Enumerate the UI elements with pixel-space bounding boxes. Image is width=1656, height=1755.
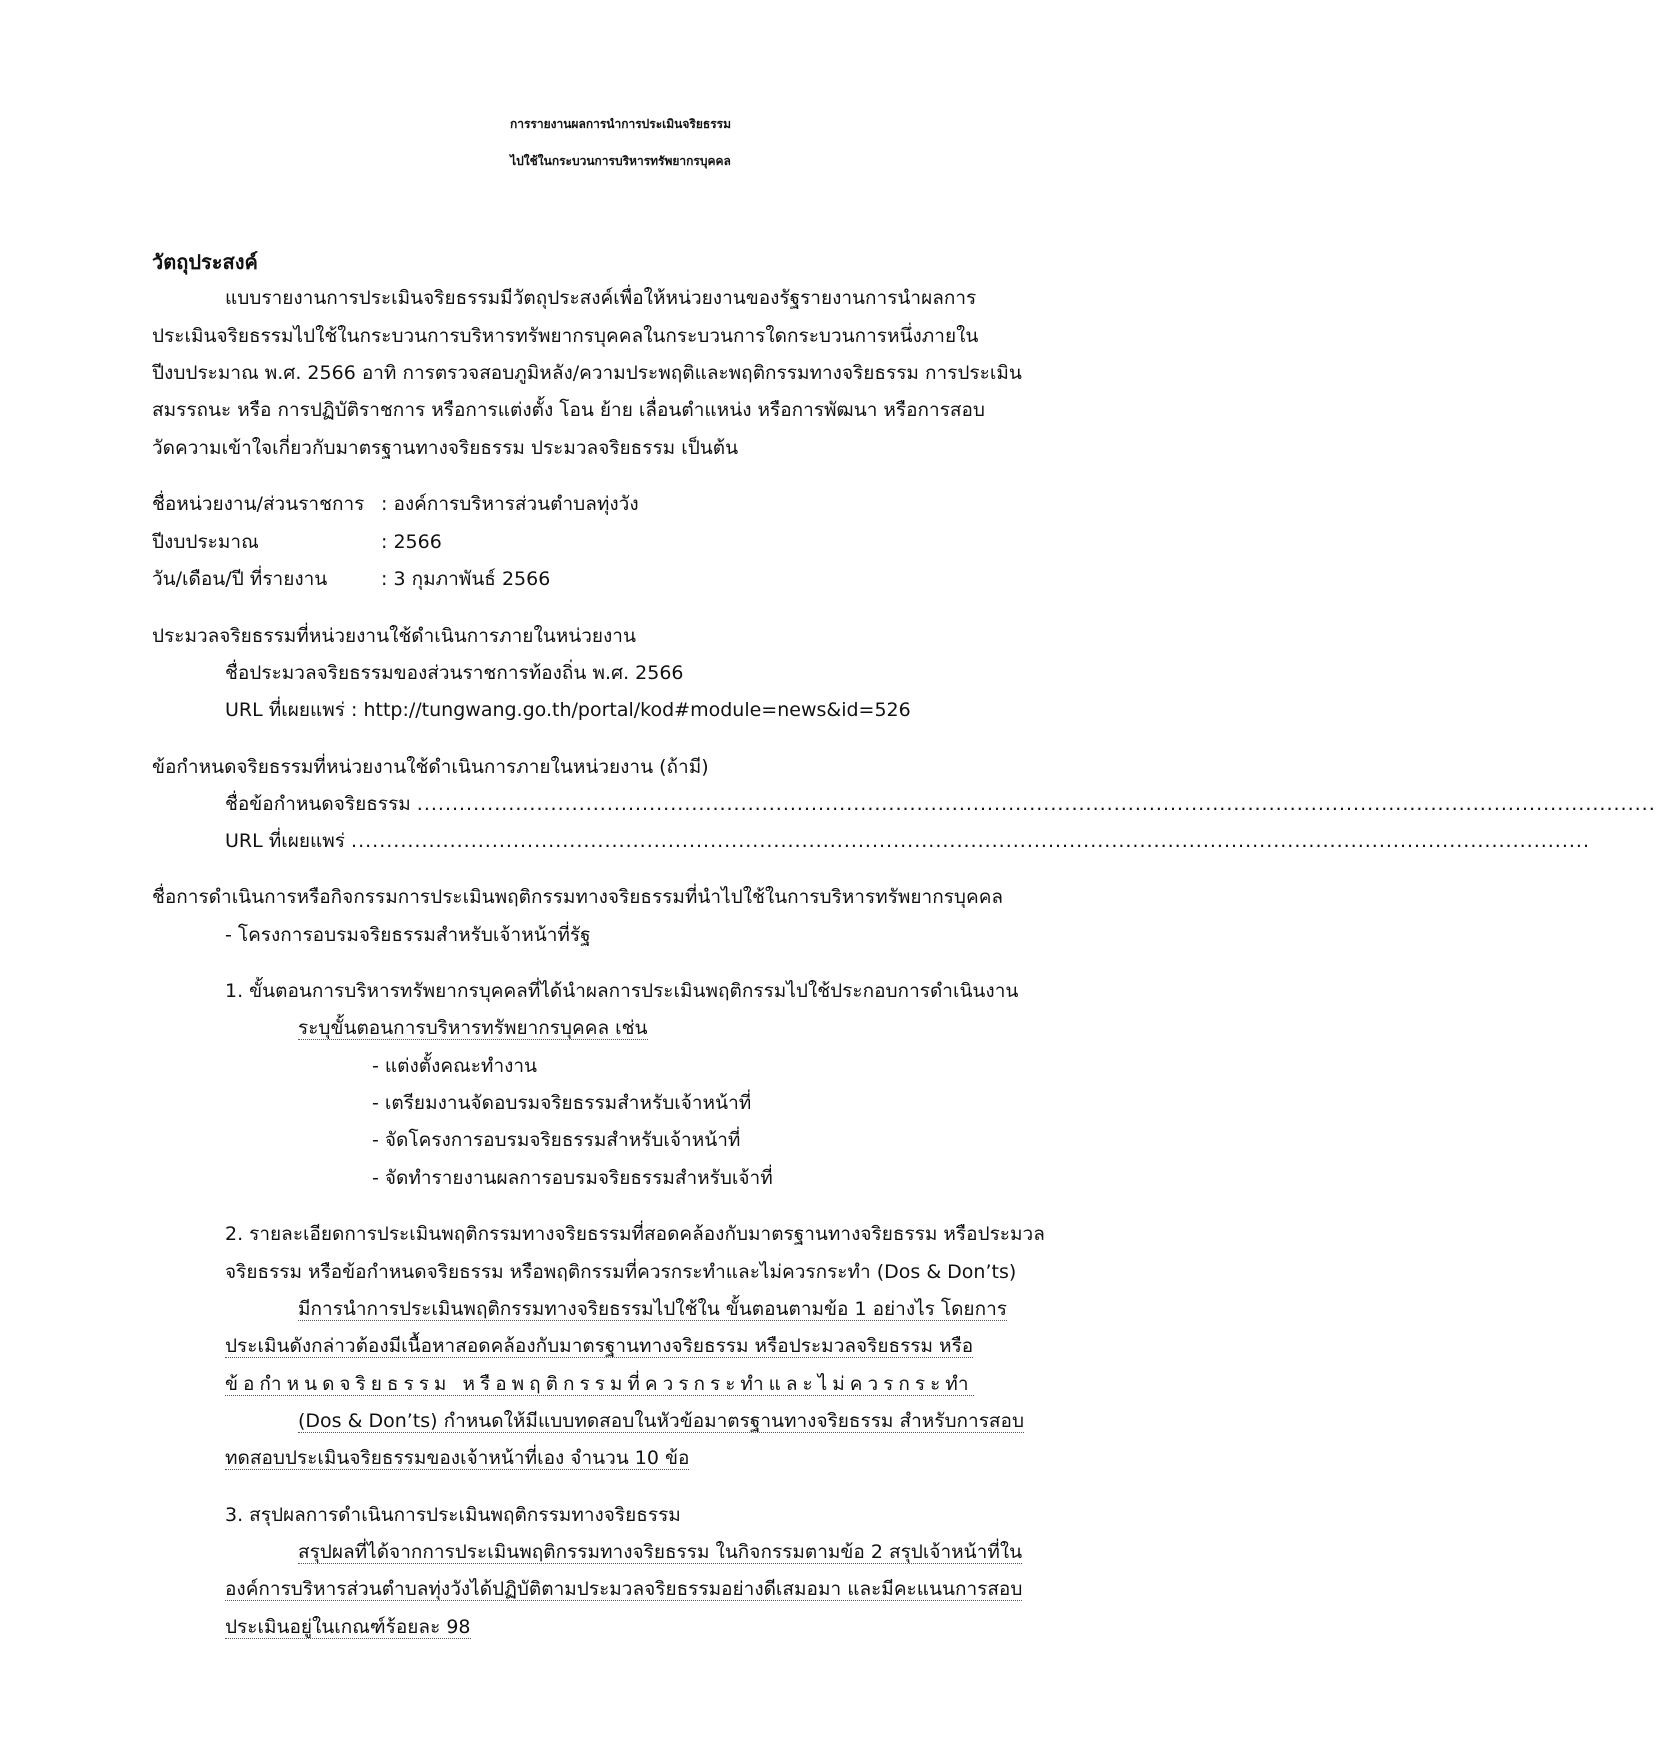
section2-body-1	[298, 1298, 1007, 1321]
rules-url-dots: ................................................................................................................................................................................	[351, 830, 1591, 852]
objective-line-3: ปีงบประมาณ พ.ศ. 2566 อาทิ การตรวจสอบภูมิหลัง/ความประพฤติและพฤติกรรมทางจริยธรรม การประเมิน	[152, 362, 1022, 384]
section2-heading-2: จริยธรรม หรือข้อกำหนดจริยธรรม หรือพฤติกรรมที่ควรกระทำและไม่ควรกระทำ (Dos & Don’ts)	[225, 1261, 1017, 1283]
section3-body-2-text: องค์การบริหารส่วนตำบลทุ่งวังได้ปฏิบัติตามประมวลจริยธรรมอย่างดีเสมอมา และมีคะแนนการสอบ	[225, 1578, 1023, 1600]
rules-heading: ข้อกำหนดจริยธรรมที่หน่วยงานใช้ดำเนินการภายในหน่วยงาน (ถ้ามี)	[152, 756, 709, 778]
section2-body-2-text: ประเมินดังกล่าวต้องมีเนื้อหาสอดคล้องกับมาตรฐานทางจริยธรรม หรือประมวลจริยธรรม หรือ	[225, 1335, 974, 1357]
section1-heading: 1. ขั้นตอนการบริหารทรัพยากรบุคคลที่ได้นำผลการประเมินพฤติกรรมไปใช้ประกอบการดำเนินงาน	[225, 980, 1019, 1002]
section2-heading-1: 2. รายละเอียดการประเมินพฤติกรรมทางจริยธรรมที่สอดคล้องกับมาตรฐานทางจริยธรรม หรือประมวล	[225, 1223, 1045, 1245]
section1-sub-text: ระบุขั้นตอนการบริหารทรัพยากรบุคคล เช่น	[298, 1017, 648, 1039]
section3-heading: 3. สรุปผลการดำเนินการประเมินพฤติกรรมทางจริยธรรม	[225, 1504, 681, 1526]
date-value: : 3 กุมภาพันธ์ 2566	[381, 568, 551, 590]
objective-line-4: สมรรถนะ หรือ การปฏิบัติราชการ หรือการแต่งตั้ง โอน ย้าย เลื่อนตำแหน่ง หรือการพัฒนา หรือการสอบ	[152, 399, 985, 421]
section2-body-5-text: ทดสอบประเมินจริยธรรมของเจ้าหน้าที่เอง จำนวน 10 ข้อ	[225, 1447, 690, 1469]
section2-body-2	[225, 1335, 973, 1358]
section2-body-4	[298, 1410, 1024, 1433]
section2-body-5	[225, 1447, 689, 1470]
section3-body-3	[225, 1616, 471, 1639]
objective-line-1: แบบรายงานการประเมินจริยธรรมมีวัตถุประสงค์เพื่อให้หน่วยงานของรัฐรายงานการนำผลการ	[225, 287, 977, 309]
code-name: ชื่อประมวลจริยธรรมของส่วนราชการท้องถิ่น พ.ศ. 2566	[225, 662, 684, 684]
objective-line-5: วัดความเข้าใจเกี่ยวกับมาตรฐานทางจริยธรรม ประมวลจริยธรรม เป็นต้น	[152, 437, 739, 459]
section1-item-4: - จัดทำรายงานผลการอบรมจริยธรรมสำหรับเจ้าที่	[372, 1167, 773, 1189]
title-line-2: ไปใช้ในกระบวนการบริหารทรัพยากรบุคคล	[510, 154, 731, 168]
agency-label: ชื่อหน่วยงาน/ส่วนราชการ	[152, 493, 365, 515]
section2-body-1-text: มีการนำการประเมินพฤติกรรมทางจริยธรรมไปใช้ใน ขั้นตอนตามข้อ 1 อย่างไร โดยการ	[298, 1298, 1007, 1320]
section1-sub	[298, 1017, 648, 1040]
section1-item-2: - เตรียมงานจัดอบรมจริยธรรมสำหรับเจ้าหน้าที่	[372, 1092, 752, 1114]
section3-body-1-text: สรุปผลที่ได้จากการประเมินพฤติกรรมทางจริยธรรม ในกิจกรรมตามข้อ 2 สรุปเจ้าหน้าที่ใน	[298, 1541, 1023, 1563]
activity-heading: ชื่อการดำเนินการหรือกิจกรรมการประเมินพฤติกรรมทางจริยธรรมที่นำไปใช้ในการบริหารทรัพยากรบุคคล	[152, 886, 1004, 908]
rules-url-label: URL ที่เผยแพร่	[225, 830, 345, 852]
code-url: URL ที่เผยแพร่ : http://tungwang.go.th/portal/kod#module=news&id=526	[225, 699, 911, 721]
code-heading: ประมวลจริยธรรมที่หน่วยงานใช้ดำเนินการภายในหน่วยงาน	[152, 625, 636, 647]
section2-body-4-text: (Dos & Don’ts) กำหนดให้มีแบบทดสอบในหัวข้อมาตรฐานทางจริยธรรม สำหรับการสอบ	[298, 1410, 1024, 1432]
section2-body-3	[225, 1373, 974, 1396]
section3-body-3-text: ประเมินอยู่ในเกณฑ์ร้อยละ 98	[225, 1616, 471, 1638]
section1-item-1: - แต่งตั้งคณะทำงาน	[372, 1055, 538, 1077]
section3-body-2	[225, 1578, 1022, 1601]
rules-name-row	[225, 793, 1656, 816]
title-line-1: การรายงานผลการนำการประเมินจริยธรรม	[509, 117, 732, 131]
year-label: ปีงบประมาณ	[152, 531, 259, 553]
section3-body-1	[298, 1541, 1022, 1564]
agency-value: : องค์การบริหารส่วนตำบลทุ่งวัง	[381, 493, 639, 515]
objective-line-2: ประเมินจริยธรรมไปใช้ในกระบวนการบริหารทรัพยากรบุคคลในกระบวนการใดกระบวนการหนึ่งภายใน	[152, 325, 979, 347]
date-label: วัน/เดือน/ปี ที่รายงาน	[152, 568, 328, 590]
year-value: : 2566	[381, 531, 442, 553]
section2-body-3-text: ข้อกำหนดจริยธรรม หรือพฤติกรรมที่ควรกระทำและไม่ควรกระทำ	[225, 1373, 974, 1395]
activity-item: - โครงการอบรมจริยธรรมสำหรับเจ้าหน้าที่รัฐ	[225, 924, 591, 946]
rules-name-label: ชื่อข้อกำหนดจริยธรรม	[225, 793, 411, 815]
objective-heading: วัตถุประสงค์	[152, 250, 258, 274]
rules-name-dots: ................................................................................................................................................................................	[416, 793, 1656, 815]
section1-item-3: - จัดโครงการอบรมจริยธรรมสำหรับเจ้าหน้าที่	[372, 1129, 741, 1151]
rules-url-row	[225, 830, 1591, 853]
